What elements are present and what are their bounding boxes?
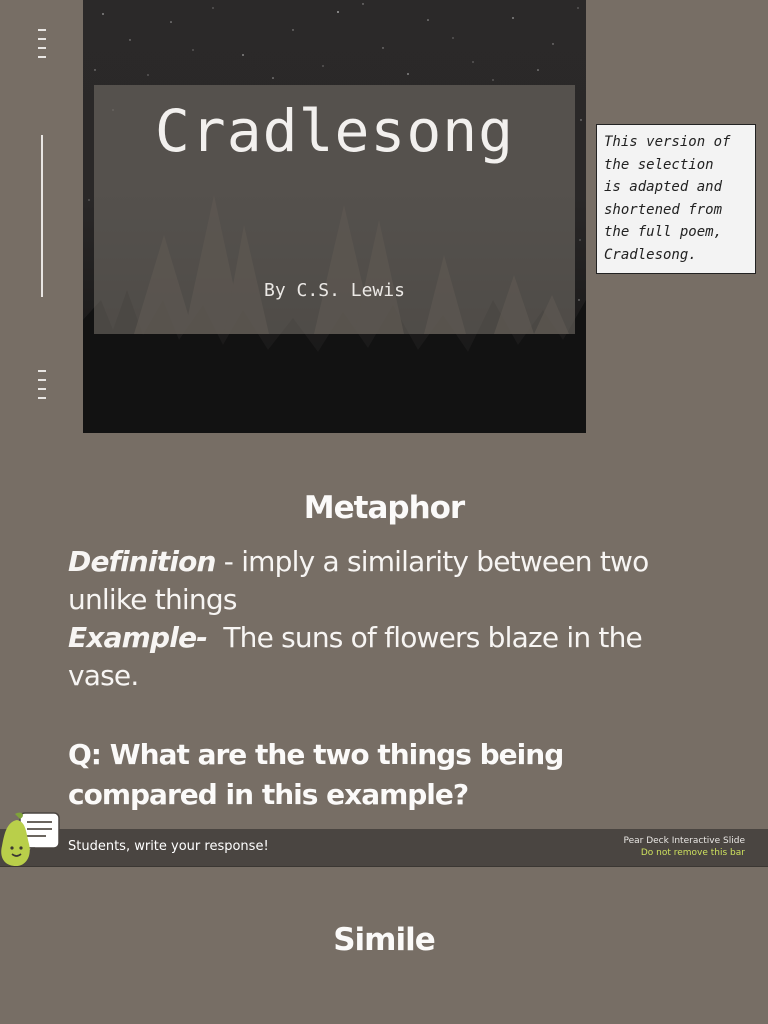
note-line: shortened from [604, 201, 723, 218]
pear-deck-label-title: Pear Deck Interactive Slide [623, 836, 745, 846]
pear-deck-logo-icon [0, 808, 62, 868]
note-line: is adapted and [604, 179, 723, 195]
simile-heading: Simile [333, 922, 435, 958]
adaptation-note [596, 124, 756, 274]
definition-term: Definition [68, 545, 216, 578]
metaphor-heading: Metaphor [303, 490, 465, 526]
note-line: the selection [604, 156, 714, 173]
poem-author: By C.S. Lewis [264, 280, 405, 301]
example-term: Example- [68, 621, 208, 654]
vertical-line-decoration [41, 135, 43, 297]
poem-title: Cradlesong [154, 97, 515, 165]
metaphor-example [68, 619, 678, 695]
definition-text: - imply a similarity between two unlike things [68, 545, 649, 616]
note-line: Cradlesong. [604, 246, 697, 263]
pear-deck-response-bar[interactable] [0, 829, 768, 867]
note-line: This version of [604, 134, 731, 150]
bottom-dash-decoration [38, 370, 46, 406]
note-line: the full poem, [604, 224, 723, 240]
top-dash-decoration [38, 29, 46, 65]
pear-deck-label [623, 835, 745, 859]
example-text: The suns of flowers blaze in the vase. [68, 621, 651, 692]
metaphor-definition [68, 543, 678, 619]
cover-image [83, 0, 586, 433]
response-prompt[interactable]: Students, write your response! [68, 839, 269, 854]
metaphor-question: Q: What are the two things being compared in this example? [68, 738, 564, 811]
pear-deck-label-warning: Do not remove this bar [640, 848, 745, 858]
